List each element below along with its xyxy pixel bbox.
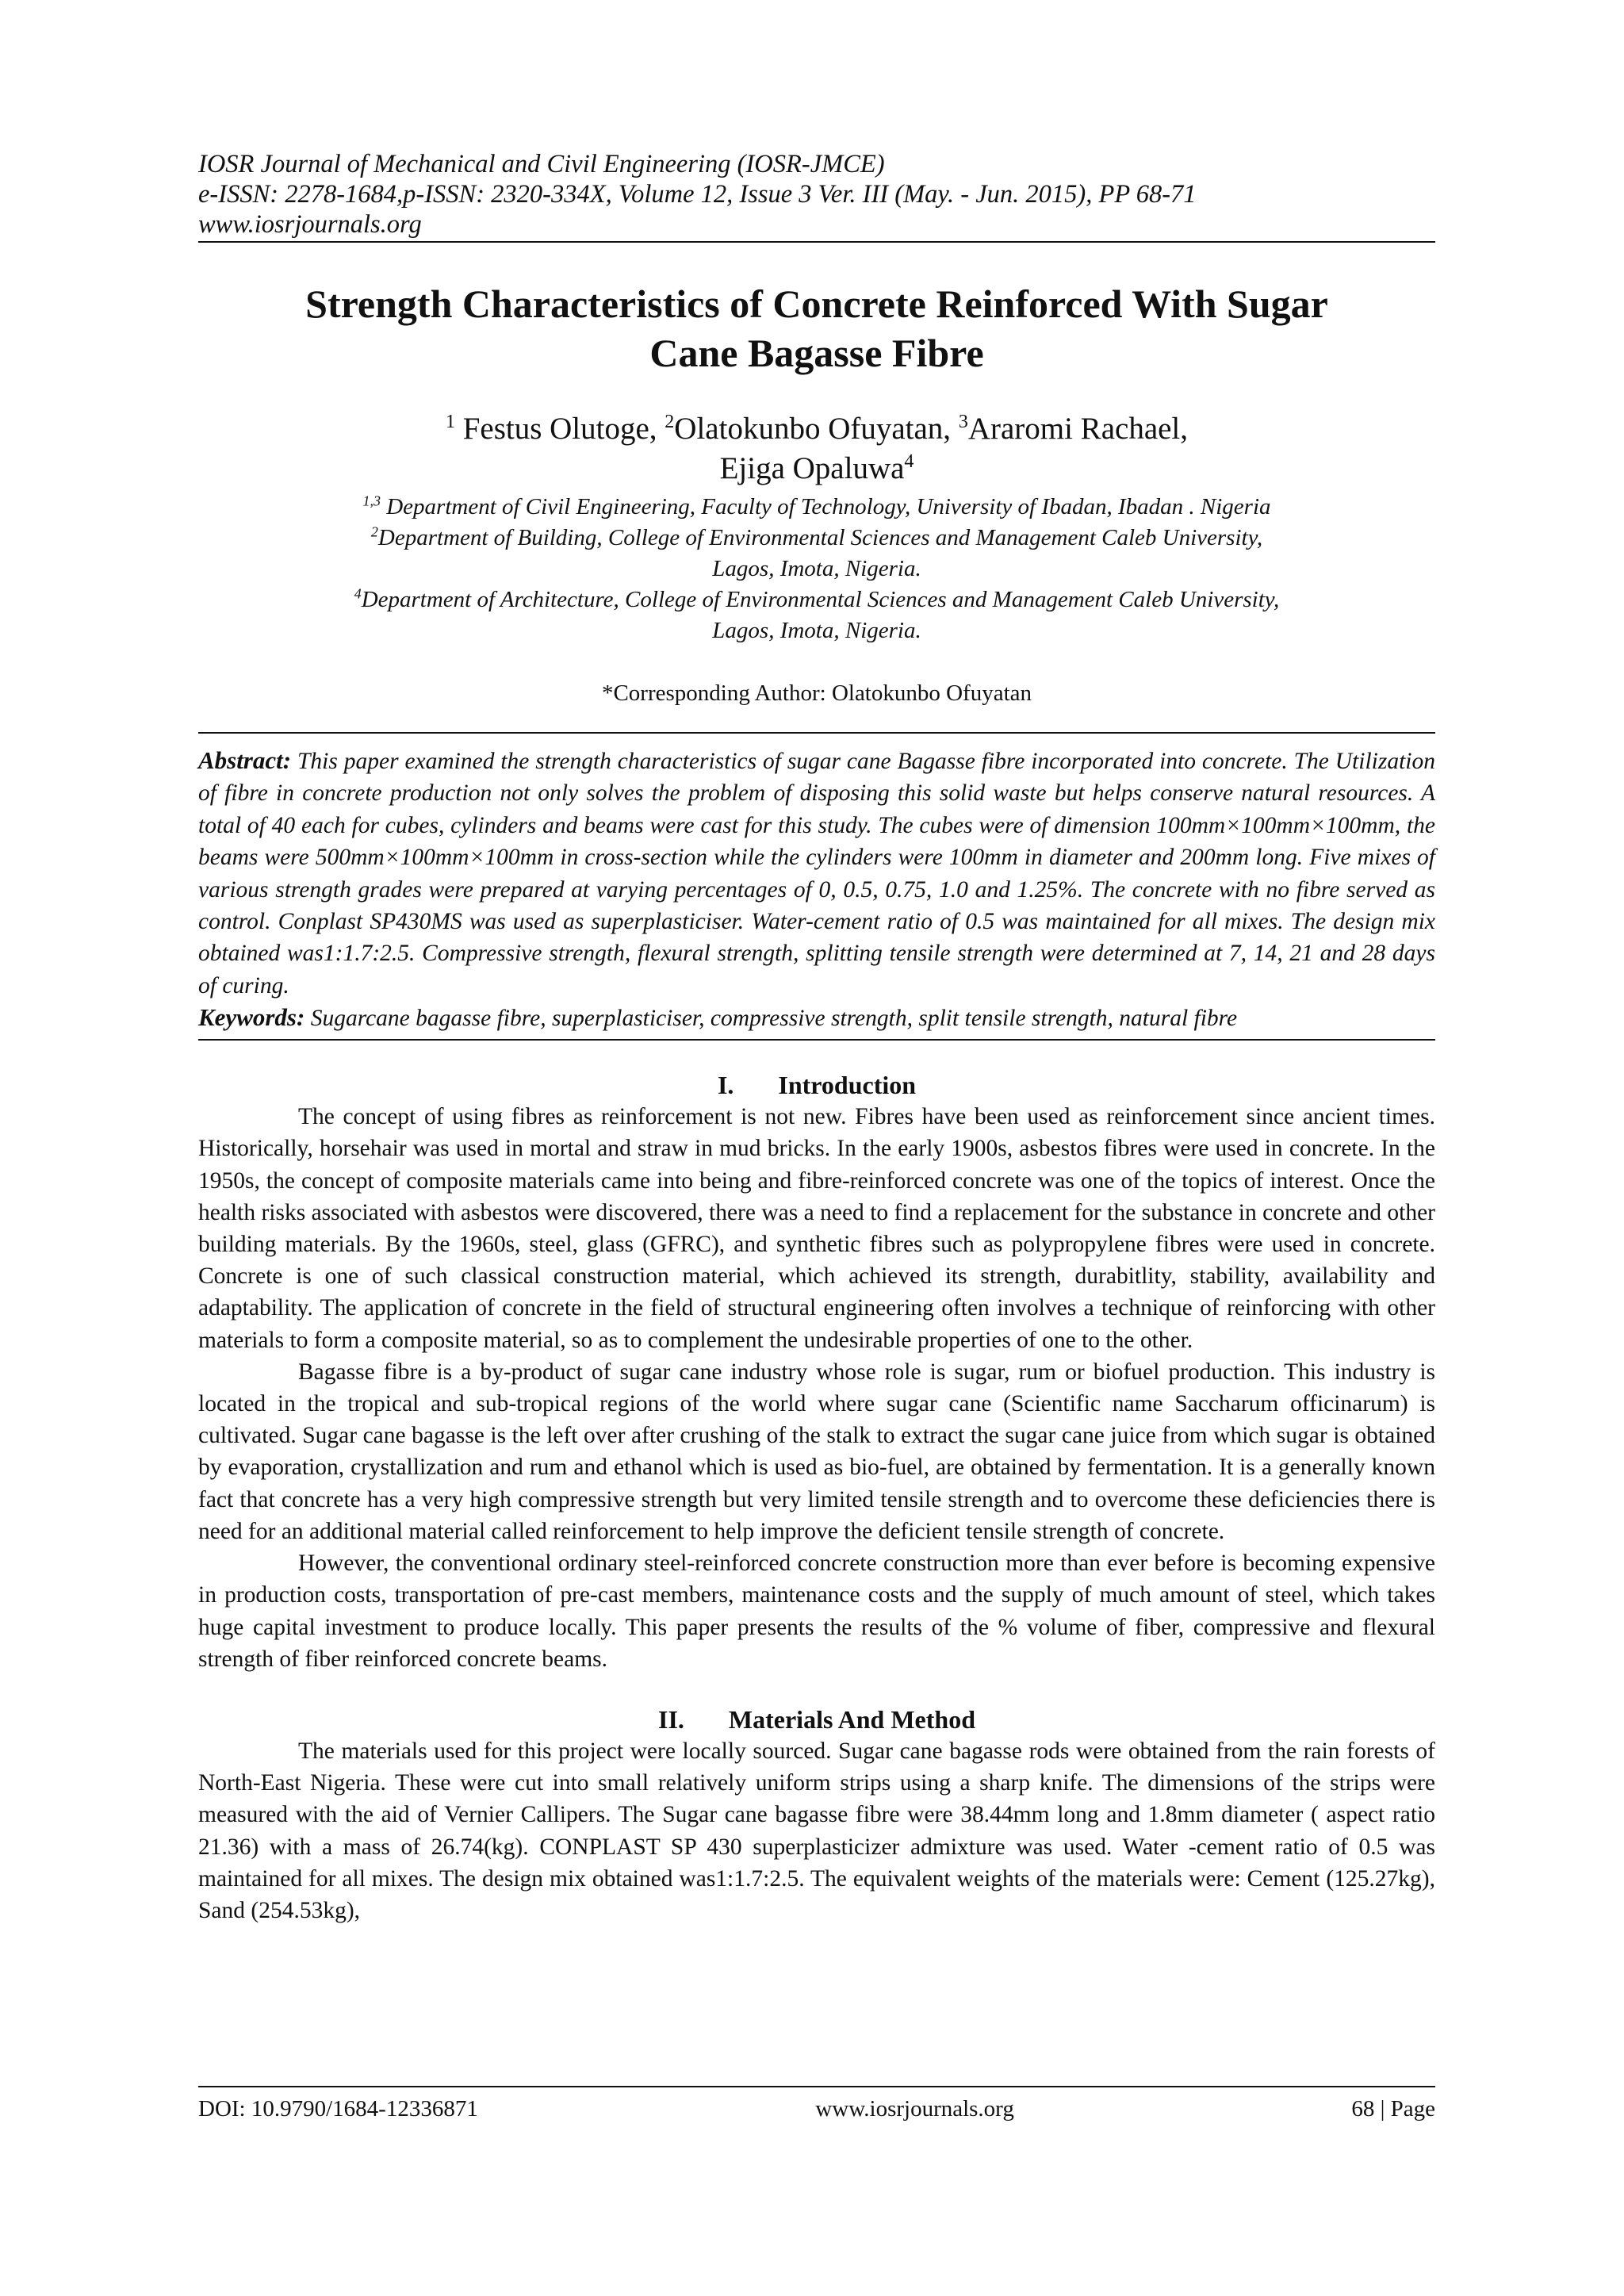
affiliation-4-line-2: Lagos, Imota, Nigeria. xyxy=(712,618,921,643)
footer-page-number: 68 | Page xyxy=(1351,2096,1435,2122)
author-1-sup: 1 xyxy=(445,412,455,432)
journal-issn: e-ISSN: 2278-1684,p-ISSN: 2320-334X, Volume 12, Issue 3 Ver. III (May. - Jun. 2015), PP 68-71 xyxy=(198,180,1197,209)
title-line-1: Strength Characteristics of Concrete Reinforced With Sugar xyxy=(305,282,1328,326)
author-3: Araromi Rachael, xyxy=(967,412,1189,446)
abstract-paragraph xyxy=(198,745,1435,1002)
intro-paragraph-3: However, the conventional ordinary steel-reinforced concrete construction more than ever before is becoming expensive in production costs, transportation of pre-cast members, maintenance costs and the supply of much amount of steel, which takes huge capital investment to produce locally. This paper presents the results of the % volume of fiber, compressive and flexural strength of fiber reinforced concrete beams. xyxy=(198,1550,1435,1672)
journal-website: www.iosrjournals.org xyxy=(198,210,422,239)
affiliation-2-line-1: Department of Building, College of Environmental Sciences and Management Caleb University, xyxy=(377,525,1263,550)
journal-header xyxy=(198,149,1435,243)
affiliations xyxy=(198,492,1435,646)
section-heading-introduction xyxy=(198,1069,1435,1101)
section-heading-materials xyxy=(198,1704,1435,1735)
journal-name: IOSR Journal of Mechanical and Civil Engineering (IOSR-JMCE) xyxy=(198,150,885,178)
affiliation-2-line-2: Lagos, Imota, Nigeria. xyxy=(712,556,921,581)
paper-title xyxy=(198,279,1435,378)
affiliation-4 xyxy=(198,585,1435,615)
footer-website: www.iosrjournals.org xyxy=(815,2096,1014,2122)
affiliation-1-sup: 1,3 xyxy=(362,493,381,509)
footer-doi: DOI: 10.9790/1684-12336871 xyxy=(198,2096,478,2122)
keywords-label: Keywords: xyxy=(198,1003,305,1032)
affiliation-2-sup: 2 xyxy=(370,523,378,540)
corresponding-author: *Corresponding Author: Olatokunbo Ofuyatan xyxy=(601,680,1032,706)
affiliation-1 xyxy=(198,492,1435,523)
materials-paragraph-1: The materials used for this project were locally sourced. Sugar cane bagasse rods were obtained from the rain forests of North-East Nigeria. These were cut into small relatively uniform strips using a sharp knife. The dimensions of the strips were measured with the aid of Vernier Callipers. The Sugar cane bagasse fibre were 38.44mm long and 1.8mm diameter ( aspect ratio 21.36) with a mass of 26.74(kg). CONPLAST SP 430 superplasticizer admixture was used. Water -cement ratio of 0.5 was maintained for all mixes. The design mix obtained was1:1.7:2.5. The equivalent weights of the materials were: Cement (125.27kg), Sand (254.53kg), xyxy=(198,1738,1435,1923)
abstract-text: This paper examined the strength characteristics of sugar cane Bagasse fibre incorporated into concrete. The Utilization of fibre in concrete production not only solves the problem of disposing this solid waste but helps conserve natural resources. A total of 40 each for cubes, cylinders and beams were cast for this study. The cubes were of dimension 100mm×100mm×100mm, the beams were 500mm×100mm×100mm in cross-section while the cylinders were 100mm in diameter and 200mm long. Five mixes of various strength grades were prepared at varying percentages of 0, 0.5, 0.75, 1.0 and 1.25%. The concrete with no fibre served as control. Conplast SP430MS was used as superplasticiser. Water-cement ratio of 0.5 was maintained for all mixes. The design mix obtained was1:1.7:2.5. Compressive strength, flexural strength, splitting tensile strength were determined at 7, 14, 21 and 28 days of curing. xyxy=(198,749,1435,999)
page-content xyxy=(198,149,1435,1926)
author-4: Ejiga Opaluwa xyxy=(719,451,905,485)
intro-paragraph-1: The concept of using fibres as reinforcement is not new. Fibres have been used as reinforcement since ancient times. Historically, horsehair was used in mortal and straw in mud bricks. In the early 1900s, asbestos fibres were used in concrete. In the 1950s, the concept of composite materials came into being and fibre-reinforced concrete was one of the topics of interest. Once the health risks associated with asbestos were discovered, there was a need to find a replacement for the substance in concrete and other building materials. By the 1960s, steel, glass (GFRC), and synthetic fibres such as polypropylene fibres were used in concrete. Concrete is one of such classical construction material, which achieved its strength, durabitlity, stability, availability and adaptability. The application of concrete in the field of structural engineering often involves a technique of reinforcing with other materials to form a composite material, so as to complement the undesirable properties of one to the other. xyxy=(198,1104,1435,1353)
author-list xyxy=(198,409,1435,489)
intro-paragraph-2: Bagasse fibre is a by-product of sugar cane industry whose role is sugar, rum or biofuel production. This industry is located in the tropical and sub-tropical regions of the world where sugar cane (Scientific name Saccharum officinarum) is cultivated. Sugar cane bagasse is the left over after crushing of the stalk to extract the sugar cane juice from which sugar is obtained by evaporation, crystallization and rum and ethanol which is used as bio-fuel, are obtained by fermentation. It is a generally known fact that concrete has a very high compressive strength but very limited tensile strength and to overcome these deficiencies there is need for an additional material called reinforcement to help improve the deficient tensile strength of concrete. xyxy=(198,1359,1435,1544)
author-2: Olatokunbo Ofuyatan, xyxy=(674,412,959,446)
section-title: Materials And Method xyxy=(728,1704,975,1734)
section-number: I. xyxy=(717,1071,734,1100)
author-4-sup: 4 xyxy=(904,451,914,472)
keywords-text: Sugarcane bagasse fibre, superplasticiser, compressive strength, split tensile strength, natural fibre xyxy=(304,1006,1238,1032)
keywords-line xyxy=(198,1002,1435,1034)
author-3-sup: 3 xyxy=(958,412,968,432)
section-number: II. xyxy=(658,1704,684,1734)
page-footer xyxy=(198,2086,1435,2124)
author-1: Festus Olutoge, xyxy=(462,412,665,446)
abstract-label: Abstract: xyxy=(198,746,292,774)
header-rule xyxy=(198,241,1435,243)
affiliation-1-text: Department of Civil Engineering, Faculty of Technology, University of Ibadan, Ibadan . Nigeria xyxy=(380,494,1271,519)
title-line-2: Cane Bagasse Fibre xyxy=(649,331,984,375)
affiliation-4-line-1: Department of Architecture, College of Environmental Sciences and Management Caleb University, xyxy=(361,587,1280,612)
section-title: Introduction xyxy=(778,1071,917,1100)
author-2-sup: 2 xyxy=(665,412,675,432)
affiliation-2 xyxy=(198,523,1435,554)
affiliation-4-sup: 4 xyxy=(354,585,362,602)
abstract-section xyxy=(198,732,1435,1041)
